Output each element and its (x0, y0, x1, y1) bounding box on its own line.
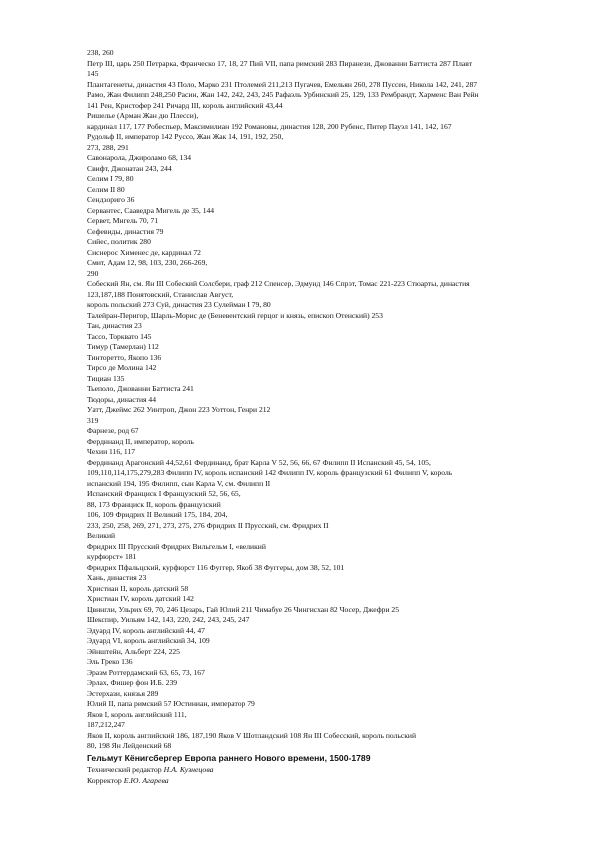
index-entry-line: Эйнштейн, Альберт 224, 225 (87, 646, 180, 656)
index-entry-line: Талейран-Перигор, Шарль-Морис де (Беневентский герцог и князь, епископ Отенский) 253 (87, 310, 383, 320)
index-entry-line: Селим I 79, 80 (87, 174, 134, 183)
index-entry-line: 145 (87, 69, 99, 78)
index-entry-line: Тьеполо, Джованни Баттиста 241 (87, 384, 194, 393)
corrector-credit (87, 775, 542, 786)
index-entry-line: Рамо, Жан Филипп 248,250 Расин, Жан 142, 242, 243, 245 Рафаэль Урбинский 25, 129, 133 Рембрандт, Харменс Ван Рейн (87, 90, 479, 99)
index-entry-line: Юлий II, папа римский 57 Юстиниан, император 79 (87, 699, 255, 708)
index-entry-line: 123,187,188 Понятовский, Станислав Август, (87, 289, 234, 299)
index-entry-line: Ришелье (Арман Жан дю Плесси), (87, 111, 199, 120)
index-entry-line: Сендзориго 36 (87, 195, 135, 204)
index-entry-line: Сиснерос Хименес де, кардинал 72 (87, 247, 201, 257)
index-entry-line: Тинторетто, Якопо 136 (87, 352, 162, 362)
corrector-name: Е.Ю. Агарева (123, 775, 169, 785)
index-entry-line: Рудольф II, император 142 Руссо, Жан Жак 14, 191, 192, 250, (87, 132, 284, 141)
index-entry-line: 233, 250, 258, 269, 271, 273, 275, 276 Фридрих II Прусский, см. Фридрих II (87, 520, 329, 530)
index-entry-line: Христиан IV, король датский 142 (87, 594, 194, 603)
index-entry-line: Смит, Адам 12, 98, 103, 230, 266-269, (87, 258, 208, 267)
index-entry-line: 319 (87, 415, 99, 425)
index-entry-line: Эдуард IV, король английский 44, 47 (87, 625, 205, 635)
index-entry-line: 187,212,247 (87, 720, 125, 729)
index-entry-line: Тирсо де Молина 142 (87, 363, 157, 372)
index-entry-line: 238, 260 (87, 48, 114, 57)
index-entry-line: Тюдоры, династия 44 (87, 394, 157, 404)
index-entry-line: Савонарола, Джироламо 68, 134 (87, 153, 192, 162)
index-entry-line: Сервет, Мигель 70, 71 (87, 216, 159, 225)
index-entry-line: Эрлах, Фишер фон И.Б. 239 (87, 678, 178, 687)
index-entry-line: Эстерхази, князья 289 (87, 688, 159, 698)
index-entry-line: Тан, династия 23 (87, 321, 142, 330)
corrector-label: Корректор (87, 775, 122, 785)
index-entry-line: 80, 198 Ян Лейденский 68 (87, 741, 172, 750)
index-entry-line: испанский 194, 195 Филипп, сын Карла V, см. Филипп II (87, 478, 271, 488)
index-entry-line: Эразм Роттердамский 63, 65, 73, 167 (87, 667, 205, 677)
index-entry-line: Хань, династия 23 (87, 573, 147, 582)
index-entry-line: Фридрих Пфальцский, курфюрст 116 Фуггер, Якоб 38 Фуггеры, дом 38, 52, 101 (87, 562, 345, 572)
index-entry-line: Плантагенеты, династия 43 Поло, Марко 231 Птолемей 211,213 Пугачев, Емельян 260, 278 Пуссен, Никола 142, 241, 287 (87, 79, 478, 89)
index-entry-line: Уатт, Джеймс 262 Уинтроп, Джон 223 Уоттон, Генри 212 (87, 405, 271, 414)
index-entry-line: Испанский Франциск I Французский 52, 56, 65, (87, 489, 241, 498)
index-entry-line: Шекспир, Уильям 142, 143, 220, 242, 243, 245, 247 (87, 615, 250, 624)
index-entry-line: Селим II 80 (87, 184, 125, 194)
index-entry-line: Яков II, король английский 186, 187,190 Яков V Шотландский 108 Ян III Собесский, король польский (87, 730, 417, 740)
index-entry-line: Фердинанд Арагонский 44,52,61 Фердинанд, брат Карла V 52, 56, 66, 67 Филипп II Испанский 45, 54, 105, (87, 457, 431, 467)
index-list (87, 48, 542, 752)
index-entry-line: Сефевиды, династия 79 (87, 226, 164, 236)
index-entry-line: кардинал 117, 177 Робеспьер, Максимилиан 192 Романовы, династия 128, 200 Рубенс, Питер Пауэл 141, 142, 167 (87, 121, 452, 131)
index-entry-line: Сервантес, Сааведра Мигель де 35, 144 (87, 205, 215, 215)
index-entry-line: Эль Греко 136 (87, 657, 133, 666)
index-entry-line: 109,110,114,175,279,283 Филипп IV, король испанский 142 Филипп IV, король французский 61 Филипп V, король (87, 468, 453, 477)
index-entry-line: Тициан 135 (87, 373, 125, 383)
index-entry-line: Фридрих III Прусский Фридрих Вильгельм I, «великий (87, 541, 266, 551)
index-entry-line: 273, 288, 291 (87, 142, 129, 152)
book-title: Гельмут Кёнигсбергер Европа раннего Нового времени, 1500-1789 (87, 752, 371, 763)
technical-editor-label: Технический редактор (87, 764, 162, 774)
index-entry-line: Цвингли, Ульрих 69, 70, 246 Цезарь, Гай Юлий 211 Чимабуе 26 Чингисхан 82 Чосер, Джефри 25 (87, 604, 400, 614)
index-entry-line: Тимур (Тамерлан) 112 (87, 342, 159, 351)
index-entry-line: Петр III, царь 250 Петрарка, Франческо 17, 18, 27 Пий VII, папа римский 283 Пиранези, Джованни Баттиста 287 Плавт (87, 58, 473, 68)
index-entry-line: Собеский Ян, см. Ян III Собеский Солсбери, граф 212 Спенсер, Эдмунд 146 Спрэт, Томас 221-223 Стюарты, династия (87, 279, 470, 288)
index-entry-line: курфюрст» 181 (87, 552, 137, 561)
technical-editor-credit (87, 764, 542, 775)
index-entry-line: Эдуард VI, король английский 34, 109 (87, 636, 210, 645)
index-entry-line: 106, 109 Фридрих II Великий 175, 184, 204, (87, 510, 228, 519)
index-entry-line: Яков I, король английский 111, (87, 709, 187, 719)
index-entry-line: Свифт, Джонатан 243, 244 (87, 163, 172, 173)
index-entry-line: Фарнезе, род 67 (87, 426, 139, 435)
index-page (87, 48, 542, 786)
index-entry-line: Фердинанд II, император, король (87, 436, 194, 446)
index-entry-line: 141 Рен, Кристофер 241 Ричард III, король английский 43,44 (87, 100, 283, 110)
index-entry-line: король польский 273 Суй, династия 23 Сулейман I 79, 80 (87, 300, 271, 309)
index-entry-line: 88, 173 Франциск II, король французский (87, 499, 221, 509)
technical-editor-name: Н.А. Кузнецова (163, 764, 214, 774)
index-entry-line: Великий (87, 531, 116, 540)
index-entry-line: 290 (87, 268, 99, 278)
index-entry-line: Тассо, Торквато 145 (87, 331, 152, 341)
index-entry-line: Христиан II, король датский 58 (87, 583, 189, 593)
index-entry-line: Сийес, политик 280 (87, 237, 151, 246)
index-entry-line: Чехии 116, 117 (87, 447, 136, 456)
